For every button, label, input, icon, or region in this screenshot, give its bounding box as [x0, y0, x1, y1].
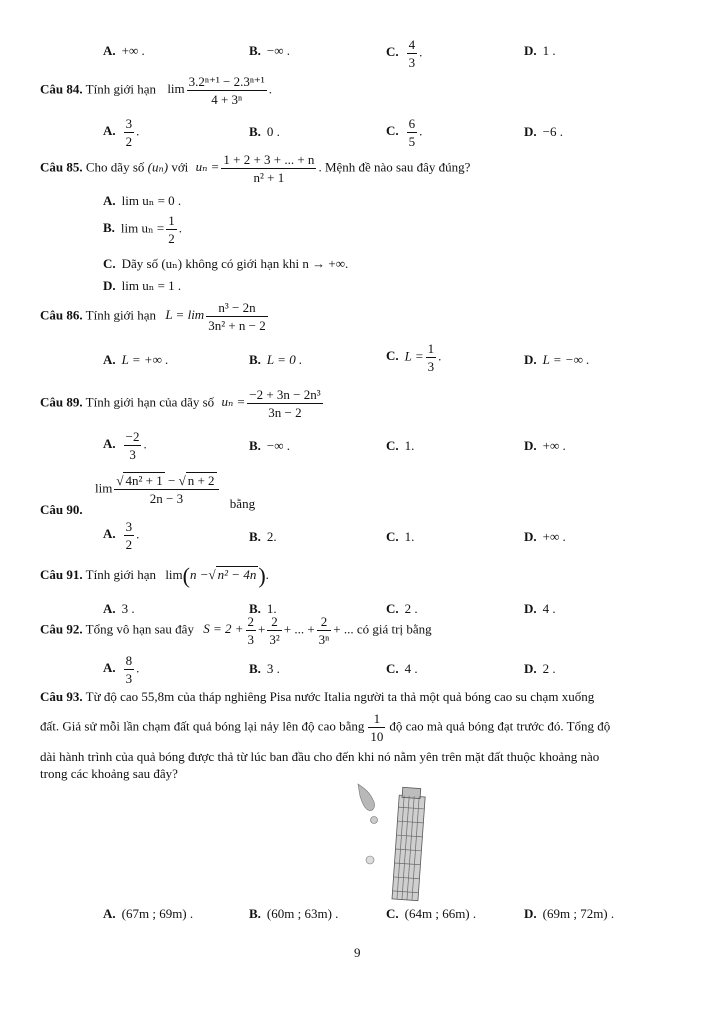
q89-option-a: A. $\frac{-2}{3}$ . — [103, 429, 147, 462]
q93-option-c: C. (64m ; 66m) . — [386, 906, 477, 921]
page-number: 9 — [354, 945, 361, 960]
q91-option-a: A. 3 . — [103, 601, 135, 616]
q91-option-d: D. 4 . — [524, 601, 556, 616]
q86-option-d: D. L = −∞ . — [524, 352, 590, 367]
q85-option-a: A. lim uₙ = 0 . — [103, 193, 182, 208]
q92-option-a: A. $\frac{8}{3}$ . — [103, 653, 140, 686]
ball-top — [371, 817, 378, 824]
q93-option-a: A. (67m ; 69m) . — [103, 906, 194, 921]
question-91: Câu 91. Tính giới hạn lim(n −√ n² − 4n). — [40, 563, 269, 588]
question-93-line3: dài hành trình của quả bóng được thả từ lúc ban đầu cho đến khi nó nằm yên trên mặt đất thuộc khoảng nào — [40, 749, 600, 764]
q89-option-b: B. −∞ . — [249, 438, 291, 453]
question-90-label: Câu 90. — [40, 502, 83, 517]
q83-option-d: D. 1 . — [524, 43, 556, 58]
question-93-line2: đất. Giả sử mỗi lần chạm đất quả bóng lại nảy lên độ cao bằng $\frac{1}{10}$ độ cao mà quả bóng đạt trước đó. Tổng độ — [40, 711, 611, 744]
q86-option-b: B. L = 0 . — [249, 352, 303, 367]
q86-option-a: A. L = +∞ . — [103, 352, 169, 367]
question-92: Câu 92. Tổng vô hạn sau đây S = 2 + $\frac{2}{3}$ + $\frac{2}{\text{3²}}$ + ... + $\frac{2}{\text{3ⁿ}}$ + ... có giá trị bằng — [40, 614, 432, 647]
q93-option-b: B. (60m ; 63m) . — [249, 906, 339, 921]
q85-option-c: C. Dãy số (uₙ) không có giới hạn khi n → +∞. — [103, 256, 349, 271]
q91-option-b: B. 1. — [249, 601, 277, 616]
question-86: Câu 86. Tính giới hạn L = lim $\frac{\text{n³ − 2n}}{\text{3n² + n − 2}}$ — [40, 300, 266, 333]
q89-option-c: C. 1. — [386, 438, 415, 453]
ball-bottom — [366, 856, 374, 864]
q83-option-c: C. $\frac{4}{3}$ . — [386, 37, 423, 70]
q92-option-b: B. 3 . — [249, 661, 280, 676]
q83-option-b: B. −∞ . — [249, 43, 291, 58]
q89-option-d: D. +∞ . — [524, 438, 566, 453]
q91-option-c: C. 2 . — [386, 601, 418, 616]
question-85: Câu 85. Cho dãy số (uₙ) với uₙ = $\frac{1 + 2 + 3 + ... + n}{\text{n² + 1}}$ . Mệnh đề nào sau đây đúng? — [40, 152, 471, 185]
q90-option-d: D. +∞ . — [524, 529, 566, 544]
q90-option-a: A. $\frac{3}{2}$ . — [103, 519, 140, 552]
q83-option-a: A. +∞ . — [103, 43, 145, 58]
q85-option-d: D. lim uₙ = 1 . — [103, 278, 182, 293]
question-90-expr: lim $\frac{\text{√ 4n² + 1 − √ n + 2}}{2n - 3}$ bằng — [95, 473, 256, 512]
q84-option-b: B. 0 . — [249, 124, 280, 139]
pisa-tower-illustration — [354, 782, 434, 902]
question-93-line1: Câu 93. Từ độ cao 55,8m của tháp nghiêng Pisa nước Italia người ta thả một quả bóng cao su chạm xuống — [40, 689, 595, 704]
q92-option-c: C. 4 . — [386, 661, 418, 676]
q90-option-b: B. 2. — [249, 529, 277, 544]
q84-option-c: C. $\frac{6}{5}$ . — [386, 116, 423, 149]
q85-option-b: B. lim uₙ = $\frac{1}{2}$ . — [103, 213, 182, 246]
question-89: Câu 89. Tính giới hạn của dãy số uₙ = $\frac{\text{−2 + 3n − 2n³}}{3n - 2}$ — [40, 387, 321, 420]
q90-option-c: C. 1. — [386, 529, 415, 544]
question-84: Câu 84. Tính giới hạn lim $\frac{\text{3.2ⁿ⁺¹ − 2.3ⁿ⁺¹}}{\text{4 + 3ⁿ}}$ . — [40, 74, 272, 107]
q84-option-d: D. −6 . — [524, 124, 563, 139]
question-93-line4: trong các khoảng sau đây? — [40, 766, 178, 781]
q84-option-a: A. $\frac{3}{2}$ . — [103, 116, 140, 149]
q93-option-d: D. (69m ; 72m) . — [524, 906, 615, 921]
q86-option-c: C. L = $\frac{1}{3}$ . — [386, 341, 442, 374]
q92-option-d: D. 2 . — [524, 661, 556, 676]
